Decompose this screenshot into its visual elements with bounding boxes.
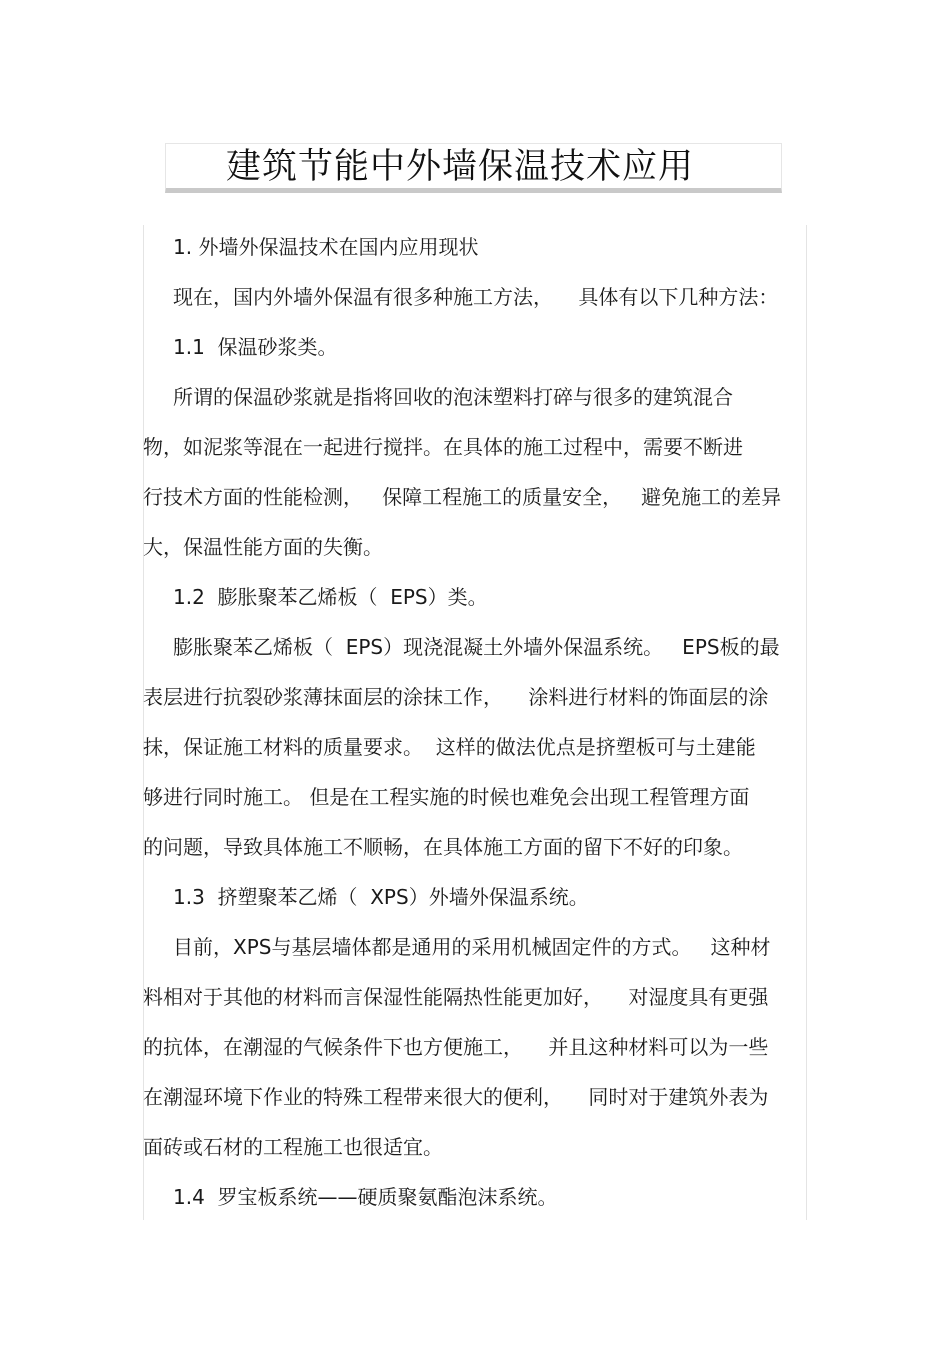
paragraph-line: 在潮湿环境下作业的特殊工程带来很大的便利， 同时对于建筑外表为 xyxy=(143,1085,769,1109)
heading-section-1-1: 1.1 保温砂浆类。 xyxy=(173,335,338,359)
heading-section-1-2: 1.2 膨胀聚苯乙烯板（ EPS）类。 xyxy=(173,585,488,609)
paragraph-line: 够进行同时施工。 但是在工程实施的时候也难免会出现工程管理方面 xyxy=(143,785,750,809)
left-margin-rule xyxy=(143,225,144,1220)
paragraph-line: 抹，保证施工材料的质量要求。 这样的做法优点是挤塑板可与土建能 xyxy=(143,735,756,759)
paragraph-line: 膨胀聚苯乙烯板（ EPS）现浇混凝土外墙外保温系统。 EPS板的最 xyxy=(173,635,780,659)
paragraph-line: 的问题，导致具体施工不顺畅，在具体施工方面的留下不好的印象。 xyxy=(143,835,743,859)
paragraph-line: 目前，XPS与基层墙体都是通用的采用机械固定件的方式。 这种材 xyxy=(173,935,771,959)
paragraph-line: 料相对于其他的材料而言保湿性能隔热性能更加好， 对湿度具有更强 xyxy=(143,985,769,1009)
heading-section-1: 1. 外墙外保温技术在国内应用现状 xyxy=(173,235,479,259)
document-title: 建筑节能中外墙保温技术应用 xyxy=(226,147,695,187)
paragraph-line: 面砖或石材的工程施工也很适宜。 xyxy=(143,1135,443,1159)
heading-section-1-3: 1.3 挤塑聚苯乙烯（ XPS）外墙外保温系统。 xyxy=(173,885,589,909)
paragraph-line: 大，保温性能方面的失衡。 xyxy=(143,535,383,559)
paragraph-line: 所谓的保温砂浆就是指将回收的泡沫塑料打碎与很多的建筑混合 xyxy=(173,385,733,409)
paragraph-line: 现在，国内外墙外保温有很多种施工方法， 具体有以下几种方法： xyxy=(173,285,779,309)
paragraph-line: 行技术方面的性能检测， 保障工程施工的质量安全， 避免施工的差异 xyxy=(143,485,782,509)
heading-section-1-4: 1.4 罗宝板系统——硬质聚氨酯泡沫系统。 xyxy=(173,1185,558,1209)
paragraph-line: 表层进行抗裂砂浆薄抹面层的涂抹工作， 涂料进行材料的饰面层的涂 xyxy=(143,685,769,709)
paragraph-line: 物，如泥浆等混在一起进行搅拌。在具体的施工过程中，需要不断进 xyxy=(143,435,743,459)
paragraph-line: 的抗体，在潮湿的气候条件下也方便施工， 并且这种材料可以为一些 xyxy=(143,1035,769,1059)
right-margin-rule xyxy=(806,225,807,1220)
